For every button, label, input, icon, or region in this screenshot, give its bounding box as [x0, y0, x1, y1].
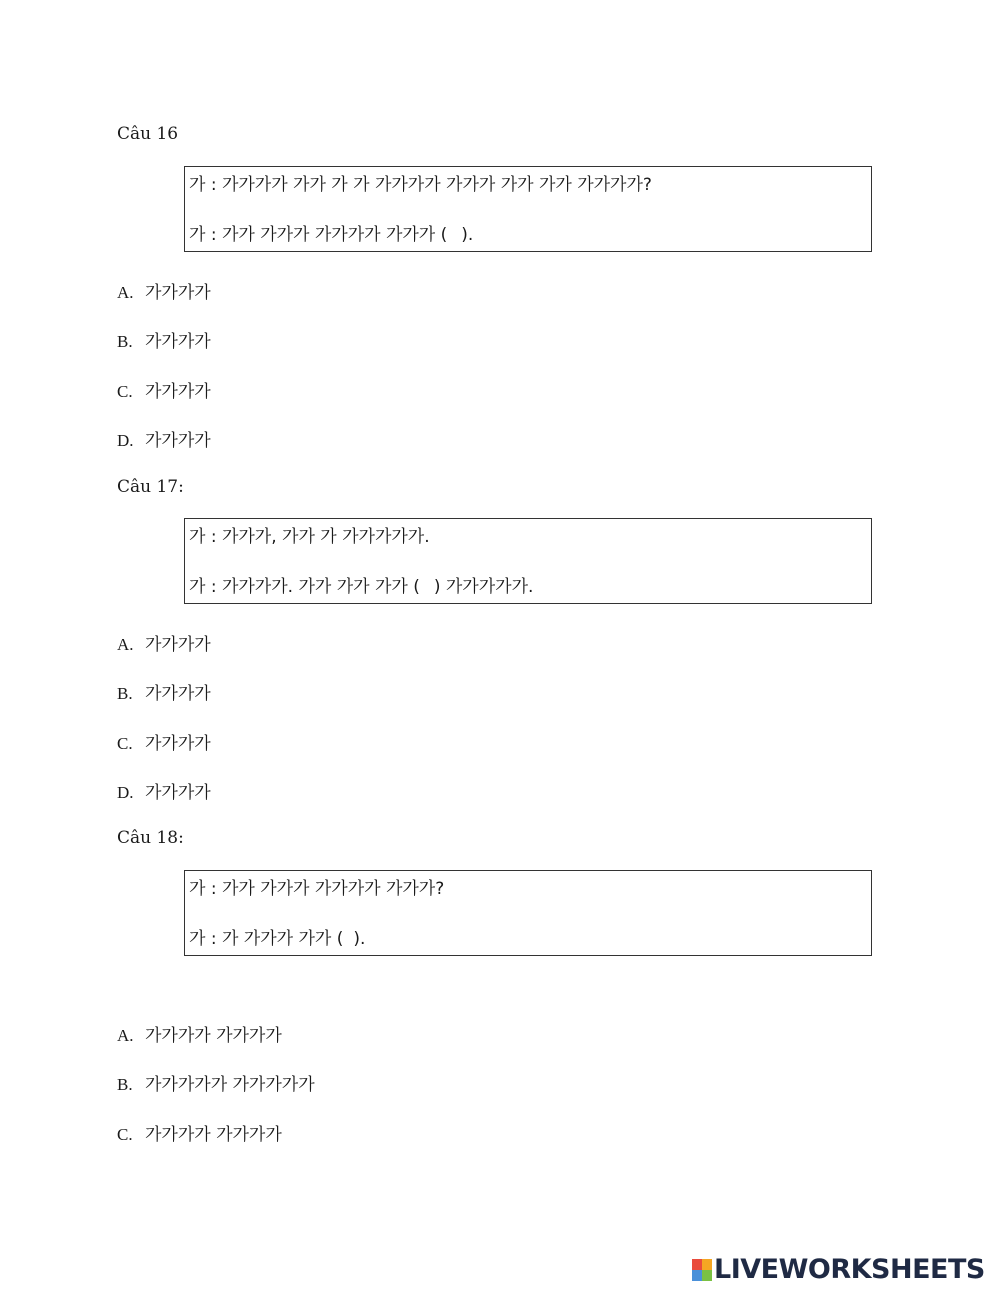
- option-letter: A.: [117, 283, 134, 302]
- logo-mark-icon: [692, 1259, 712, 1281]
- option-text: 가가가가 가가가가: [145, 1125, 282, 1145]
- option-c[interactable]: [117, 381, 211, 403]
- dialog-line-2-after: ).: [353, 929, 366, 949]
- option-letter: D.: [117, 783, 134, 802]
- logo-mark-square: [692, 1270, 702, 1281]
- option-text: 가가가가: [145, 684, 211, 704]
- dialog-line-1: 가 : 가가가가 가가 가 가 가가가가 가가가 가가 가가 가가가가?: [189, 175, 652, 195]
- dialog-line-2-before: 가 : 가 가가가 가가 (: [189, 929, 344, 949]
- dialog-line-1: 가 : 가가 가가가 가가가가 가가가?: [189, 879, 445, 899]
- question-17-dialog-box: [184, 518, 872, 604]
- option-letter: C.: [117, 382, 133, 401]
- dialog-line-2-before: 가 : 가가 가가가 가가가가 가가가 (: [189, 225, 448, 245]
- liveworksheets-logo: [692, 1256, 985, 1284]
- option-text: 가가가가: [145, 382, 211, 402]
- option-d[interactable]: [117, 782, 211, 804]
- question-18-title: Câu 18:: [117, 828, 184, 848]
- option-text: 가가가가: [145, 283, 211, 303]
- dialog-line-2-before: 가 : 가가가가. 가가 가가 가가 (: [189, 577, 420, 597]
- option-text: 가가가가: [145, 635, 211, 655]
- question-16-dialog-box: [184, 166, 872, 252]
- dialog-line-2-after: ) 가가가가가.: [433, 577, 534, 597]
- option-text: 가가가가: [145, 431, 211, 451]
- option-letter: A.: [117, 635, 134, 654]
- option-letter: C.: [117, 734, 133, 753]
- option-b[interactable]: [117, 683, 211, 705]
- question-17-title: Câu 17:: [117, 477, 184, 497]
- logo-mark-square: [702, 1270, 712, 1281]
- dialog-line-1: 가 : 가가가, 가가 가 가가가가가.: [189, 527, 430, 547]
- dialog-line-2: [189, 576, 533, 598]
- option-letter: D.: [117, 431, 134, 450]
- logo-mark-square: [702, 1259, 712, 1270]
- dialog-line-2: [189, 928, 365, 950]
- option-letter: C.: [117, 1125, 133, 1144]
- option-text: 가가가가: [145, 332, 211, 352]
- option-letter: B.: [117, 684, 133, 703]
- logo-mark-square: [692, 1259, 702, 1270]
- option-text: 가가가가 가가가가: [145, 1026, 282, 1046]
- option-text: 가가가가: [145, 734, 211, 754]
- logo-text: LIVEWORKSHEETS: [714, 1254, 985, 1285]
- option-letter: A.: [117, 1026, 134, 1045]
- dialog-line-2: [189, 224, 473, 246]
- option-letter: B.: [117, 332, 133, 351]
- option-b[interactable]: [117, 331, 211, 353]
- option-a[interactable]: [117, 1025, 282, 1047]
- option-d[interactable]: [117, 430, 211, 452]
- dialog-line-2-after: ).: [461, 225, 474, 245]
- option-c[interactable]: [117, 1124, 282, 1146]
- option-text: 가가가가: [145, 783, 211, 803]
- option-b[interactable]: [117, 1074, 315, 1096]
- option-letter: B.: [117, 1075, 133, 1094]
- option-text: 가가가가가 가가가가가: [145, 1075, 315, 1095]
- question-16-title: Câu 16: [117, 124, 179, 144]
- option-a[interactable]: [117, 282, 211, 304]
- option-c[interactable]: [117, 733, 211, 755]
- option-a[interactable]: [117, 634, 211, 656]
- question-18-dialog-box: [184, 870, 872, 956]
